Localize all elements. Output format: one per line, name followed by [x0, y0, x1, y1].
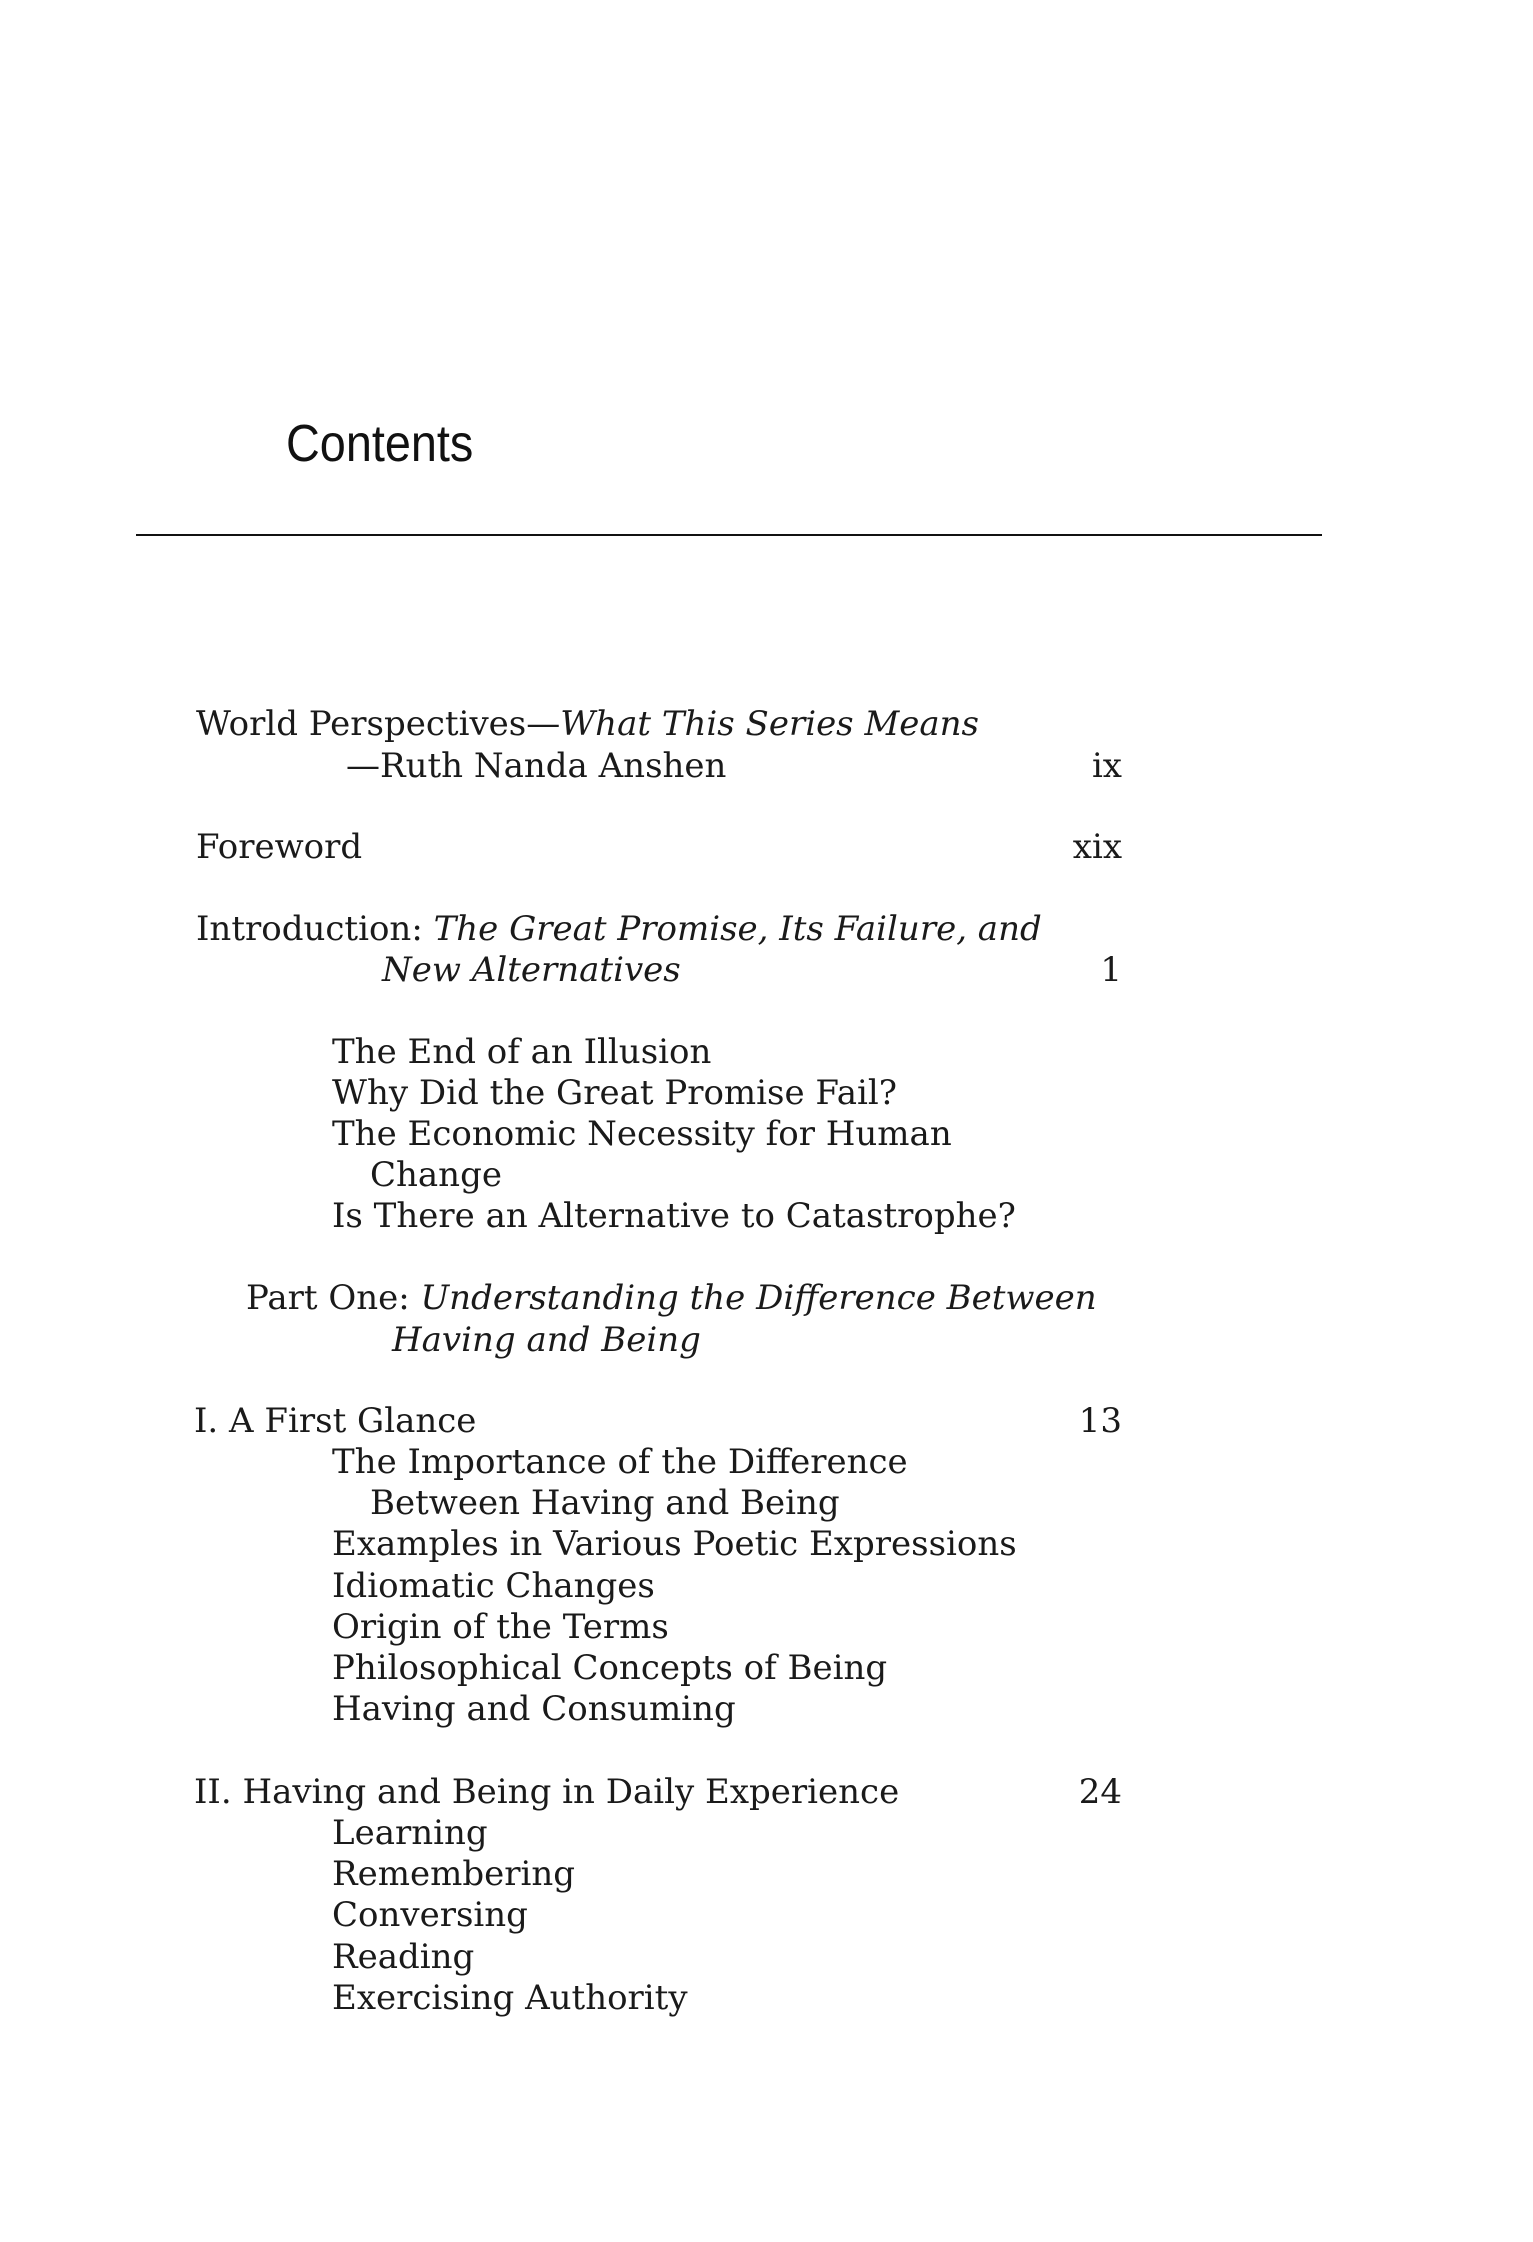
toc-section: The Economic Necessity for Human: [332, 1114, 952, 1154]
toc-section: Why Did the Great Promise Fail?: [332, 1073, 897, 1113]
toc-section: Remembering: [332, 1854, 575, 1894]
toc-section: The Importance of the Difference: [332, 1442, 908, 1482]
toc-chapter-title: II. Having and Being in Daily Experience: [194, 1772, 900, 1812]
toc-section: Is There an Alternative to Catastrophe?: [332, 1196, 1016, 1236]
toc-section: Examples in Various Poetic Expressions: [332, 1524, 1017, 1564]
toc-section: Having and Consuming: [332, 1689, 736, 1729]
toc-entry-title: [196, 909, 1042, 950]
toc-section: Conversing: [332, 1895, 528, 1935]
toc-entry-label: Foreword: [196, 827, 363, 867]
toc-part-label: Part One:: [246, 1278, 421, 1318]
toc-section-cont: Between Having and Being: [370, 1483, 840, 1523]
toc-page-number: 24: [1078, 1772, 1122, 1812]
heading-rule: [136, 534, 1322, 536]
toc-section: Reading: [332, 1937, 475, 1977]
toc-part-title: [246, 1278, 1097, 1319]
toc-entry-subtitle-cont: [382, 950, 681, 991]
toc-section: Idiomatic Changes: [332, 1566, 655, 1606]
toc-section: Philosophical Concepts of Being: [332, 1648, 888, 1688]
toc-section: Learning: [332, 1813, 488, 1853]
toc-entry-label: World Perspectives—: [196, 704, 561, 744]
toc-part-subtitle-cont: [392, 1320, 701, 1361]
toc-entry-subtitle: What This Series Means: [560, 704, 979, 744]
toc-entry-title: [196, 704, 979, 745]
toc-section: The End of an Illusion: [332, 1032, 712, 1072]
toc-section: Origin of the Terms: [332, 1607, 669, 1647]
toc-section-cont: Change: [370, 1155, 502, 1195]
toc-section: Exercising Authority: [332, 1978, 688, 2018]
contents-heading: Contents: [286, 415, 474, 473]
toc-entry-subtitle: The Great Promise, Its Failure, and: [433, 909, 1042, 949]
toc-part-subtitle: Having and Being: [392, 1320, 701, 1360]
toc-page-number: xix: [1072, 827, 1122, 867]
toc-part-subtitle: Understanding the Difference Between: [420, 1278, 1097, 1318]
toc-entry-subtitle: New Alternatives: [382, 950, 681, 990]
toc-entry-author: —Ruth Nanda Anshen: [346, 746, 727, 786]
toc-chapter-title: I. A First Glance: [194, 1401, 477, 1441]
toc-entry-label: Introduction:: [196, 909, 434, 949]
toc-page-number: ix: [1091, 746, 1122, 786]
toc-page-number: 1: [1100, 950, 1122, 990]
toc-page-number: 13: [1078, 1401, 1122, 1441]
